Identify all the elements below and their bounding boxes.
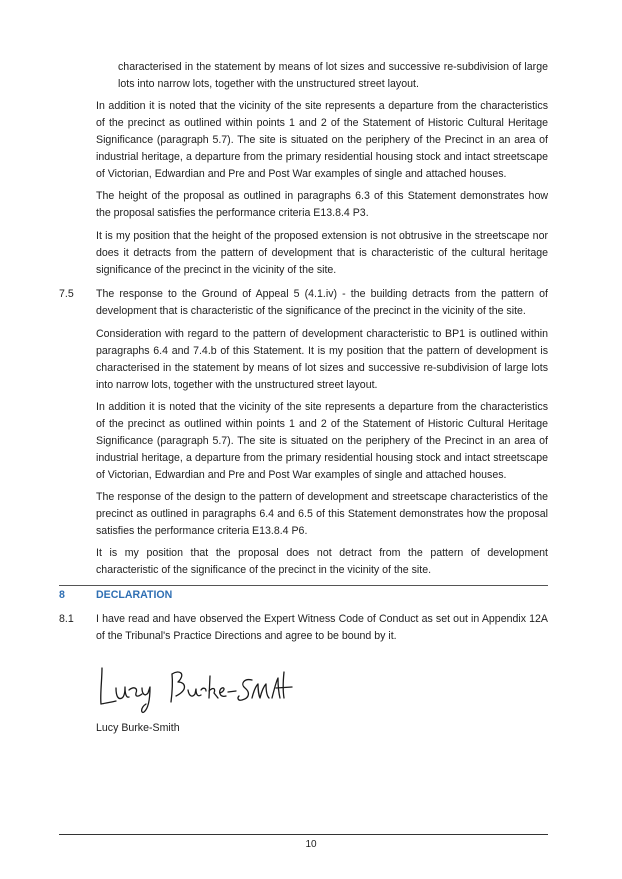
section-divider [59, 585, 548, 586]
paragraph-height-proposal: The height of the proposal as outlined in paragraphs 6.3 of this Statement demonstrates how the proposal satisfies the performance criteria E13.8.4 P3. [96, 190, 548, 219]
heading-number: 8 [59, 589, 65, 601]
paragraph-vicinity-1: In addition it is noted that the vicinity of the site represents a departure from the characteristics of the precinct as outlined within points 1 and 2 of the Statement of Historic Cultural Heritage Significance (paragraph 5.7). The site is situated on the periphery of the Precinct in an area of industrial heritage, a departure from the primary residential housing stock and intact streetscape of Victorian, Edwardian and Pre and Post War examples of single and attached houses. [96, 100, 548, 180]
paragraph-height-position: It is my position that the height of the proposed extension is not obtrusive in the streetscape nor does it detracts from the pattern of development that is characteristic of the cultural heritage significance of the precinct in the vicinity of the site. [96, 230, 548, 276]
paragraph-position-detract: It is my position that the proposal does not detract from the pattern of development characteristic of the significance of the precinct in the vicinity of the site. [96, 547, 548, 576]
paragraph-declaration: I have read and have observed the Expert Witness Code of Conduct as set out in Appendix 12A of the Tribunal's Practice Directions and agree to be bound by it. [96, 613, 548, 642]
footer-divider [59, 834, 548, 835]
section-number: 8.1 [59, 613, 74, 625]
page-number: 10 [305, 839, 317, 850]
signature-image [92, 660, 312, 716]
heading-title: DECLARATION [96, 589, 173, 601]
paragraph-design-response: The response of the design to the pattern of development and streetscape characteristics of the precinct as outlined in paragraphs 6.4 and 6.5 of this Statement demonstrates how the proposal satisfies the performance criteria E13.8.4 P6. [96, 491, 548, 537]
signatory-name: Lucy Burke-Smith [96, 722, 180, 734]
paragraph-vicinity-2: In addition it is noted that the vicinity of the site represents a departure from the characteristics of the precinct as outlined within points 1 and 2 of the Statement of Historic Cultural Heritage Significance (paragraph 5.7). The site is situated on the periphery of the Precinct in an area of industrial heritage, a departure from the primary residential housing stock and intact streetscape of Victorian, Edwardian and Pre and Post War examples of single and attached houses. [96, 401, 548, 481]
section-number: 7.5 [59, 288, 74, 300]
paragraph-ground-5: The response to the Ground of Appeal 5 (4.1.iv) - the building detracts from the pattern of development that is characteristic of the significance of the precinct in the vicinity of the site. [96, 288, 548, 317]
paragraph-continuation: characterised in the statement by means of lot sizes and successive re-subdivision of large lots into narrow lots, together with the unstructured street layout. [118, 61, 548, 90]
paragraph-consideration: Consideration with regard to the pattern of development characteristic to BP1 is outlined within paragraphs 6.4 and 7.4.b of this Statement. It is my position that the pattern of development is characterised in the statement by means of lot sizes and successive re-subdivision of large lots into narrow lots, together with the unstructured street layout. [96, 328, 548, 391]
